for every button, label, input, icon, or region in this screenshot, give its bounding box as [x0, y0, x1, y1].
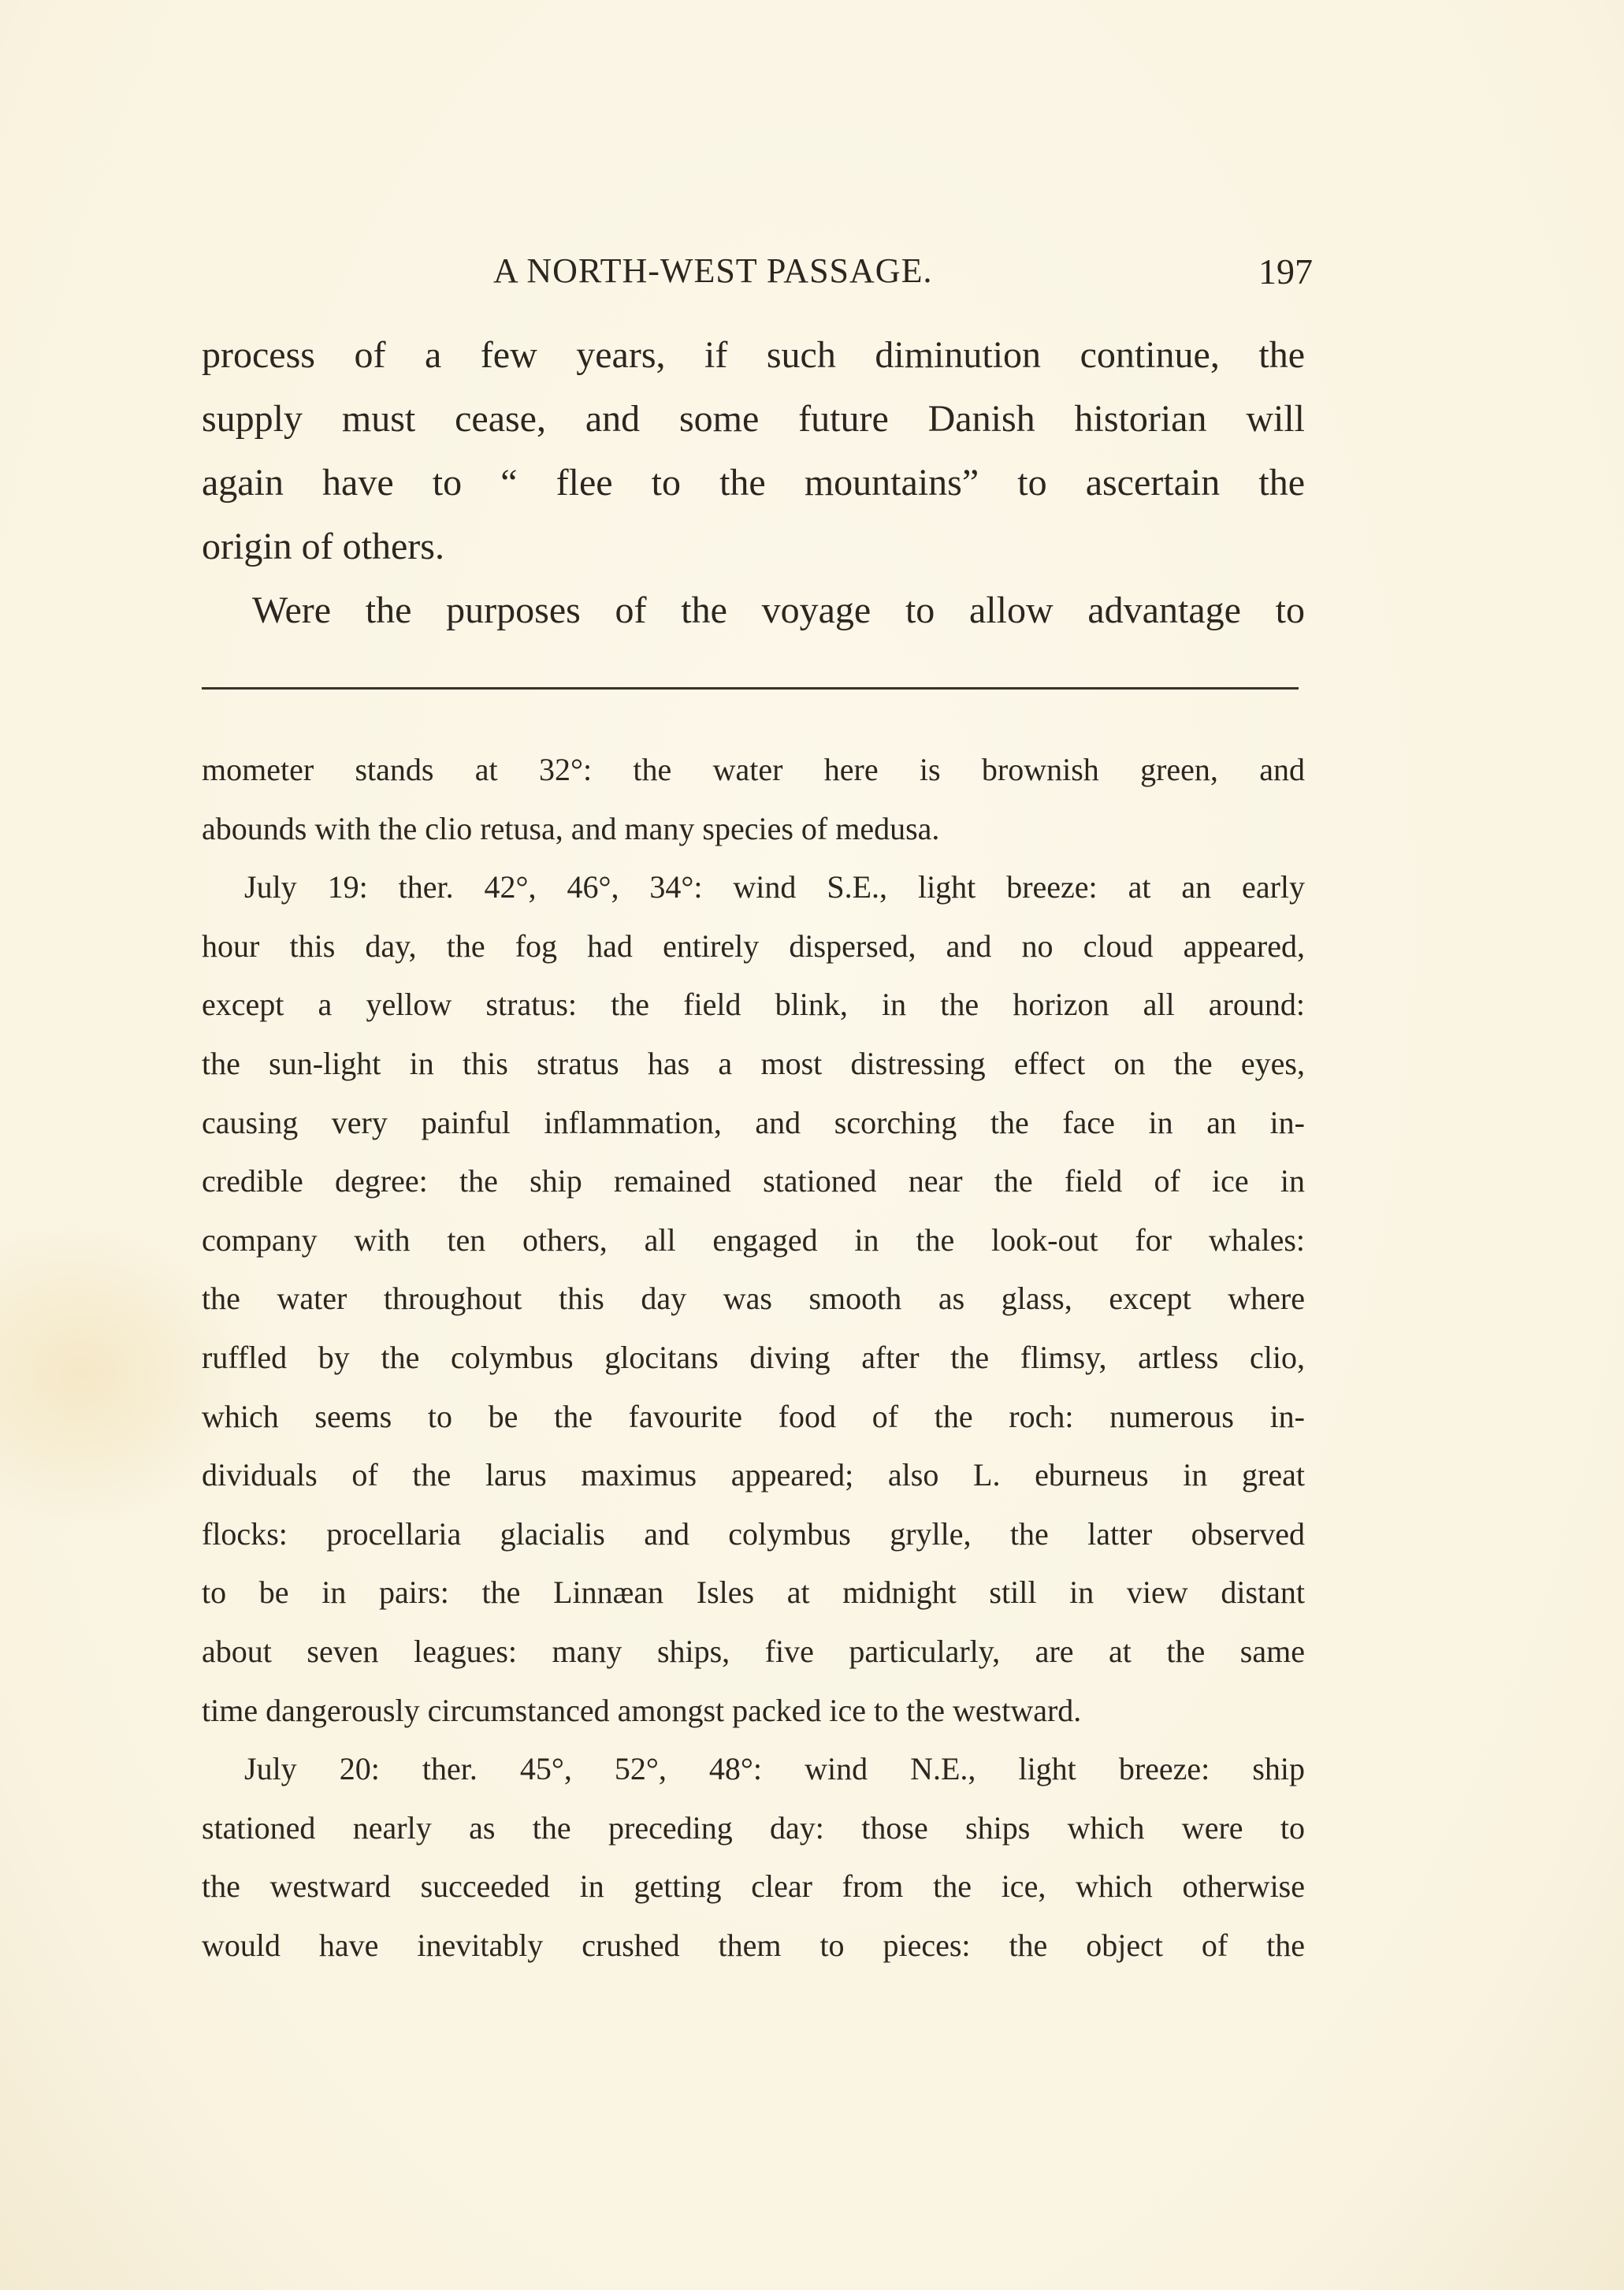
- footnote-line: the sun-light in this stratus has a most distressing effect on the eyes,: [202, 1045, 1305, 1081]
- footnote-text: [202, 741, 1305, 1975]
- footnote-line: would have inevitably crushed them to pieces: the object of the: [202, 1927, 1305, 1963]
- footnote-line: flocks: procellaria glacialis and colymbus grylle, the latter observed: [202, 1515, 1305, 1552]
- running-head: [202, 251, 1313, 298]
- footnote-line: about seven leagues: many ships, five particularly, are at the same: [202, 1633, 1305, 1669]
- main-text-line: Were the purposes of the voyage to allow advantage to: [252, 589, 1305, 631]
- footnote-line: mometer stands at 32°: the water here is brownish green, and: [202, 752, 1305, 787]
- footnote-line: company with ten others, all engaged in the look-out for whales:: [202, 1221, 1305, 1258]
- main-text: [202, 323, 1305, 642]
- footnote-line: dividuals of the larus maximus appeared; also L. eburneus in great: [202, 1457, 1305, 1493]
- footnote-line: except a yellow stratus: the field blink, in the horizon all around:: [202, 987, 1305, 1023]
- main-text-line: process of a few years, if such diminution continue, the: [202, 334, 1305, 376]
- footnote-line: credible degree: the ship remained stationed near the field of ice in: [202, 1163, 1305, 1199]
- footnote-line: the water throughout this day was smooth as glass, except where: [202, 1281, 1305, 1317]
- footnote-line: stationed nearly as the preceding day: those ships which were to: [202, 1809, 1305, 1846]
- footnote-line: causing very painful inflammation, and scorching the face in an in-: [202, 1104, 1305, 1140]
- footnote-line: hour this day, the fog had entirely dispersed, and no cloud appeared,: [202, 928, 1305, 964]
- footnote-line: July 19: ther. 42°, 46°, 34°: wind S.E., light breeze: at an early: [244, 869, 1305, 905]
- footnote-line: which seems to be the favourite food of the roch: numerous in-: [202, 1398, 1305, 1434]
- footnote-line: the westward succeeded in getting clear from the ice, which otherwise: [202, 1868, 1305, 1905]
- footnote-line: ruffled by the colymbus glocitans diving after the flimsy, artless clio,: [202, 1339, 1305, 1375]
- running-title: A NORTH-WEST PASSAGE.: [493, 251, 933, 290]
- footnote-line: July 20: ther. 45°, 52°, 48°: wind N.E., light breeze: ship: [244, 1751, 1305, 1787]
- main-text-line: origin of others.: [202, 526, 444, 567]
- main-text-line: supply must cease, and some future Danish historian will: [202, 398, 1305, 440]
- footnote-line: to be in pairs: the Linnæan Isles at midnight still in view distant: [202, 1574, 1305, 1611]
- page-number: 197: [1258, 251, 1313, 292]
- footnote-rule: [202, 687, 1299, 690]
- main-text-line: again have to “ flee to the mountains” to ascertain the: [202, 462, 1305, 504]
- footnote-line: time dangerously circumstanced amongst packed ice to the westward.: [202, 1692, 1082, 1728]
- footnote-line: abounds with the clio retusa, and many species of medusa.: [202, 810, 940, 846]
